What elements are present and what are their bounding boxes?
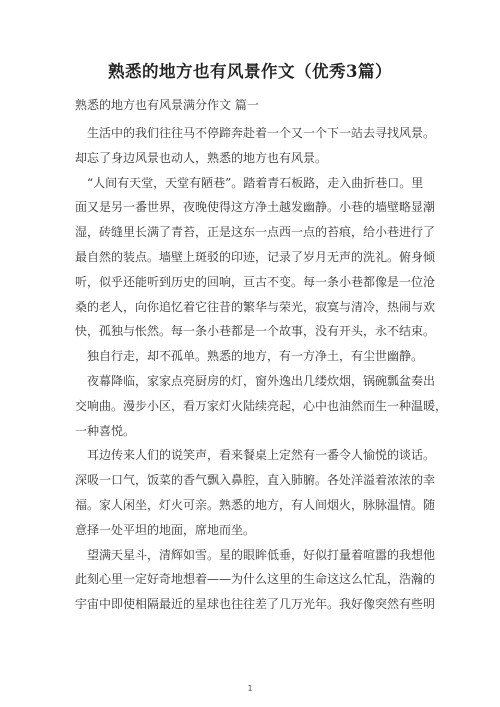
text-line: 此刻心里一定好奇地想着——为什么这里的生命这这么忙乱，浩瀚的: [75, 572, 436, 587]
text-line: 宇宙中即使相隔最近的星球也往往差了几万光年。我好像突然有些明: [75, 597, 436, 612]
text-line: 却忘了身边风景也动人，熟悉的地方也有风景。: [75, 150, 328, 165]
text-line: 听，似乎还能听到历史的回响，亘古不变。每一条小巷都像是一位沧: [75, 274, 436, 289]
text-line: 桑的老人，向你追忆着它往昔的繁华与荣光，寂寞与清冷，热闹与欢: [75, 299, 436, 314]
text-line: 夜幕降临，家家点亮厨房的灯，窗外逸出几缕炊烟，锅碗瓢盆奏出: [87, 373, 436, 388]
text-line: 望满天星斗，清辉如雪。星的眼眸低垂，好似打量着喧嚣的我想他: [87, 547, 436, 562]
document-body: [75, 121, 448, 617]
text-line: 最自然的装点。墙壁上斑驳的印迹，记录了岁月无声的洗礼。俯身倾: [75, 249, 436, 264]
text-line: 湿，砖缝里长满了青苔，正是这东一点西一点的苔痕，给小巷进行了: [75, 225, 436, 240]
text-line: 深吸一口气，饭菜的香气飘入鼻腔，直入肺腑。各处洋溢着浓浓的幸: [75, 473, 436, 488]
text-line: 生活中的我们往往马不停蹄奔赴着一个又一个下一站去寻找风景。: [87, 126, 436, 140]
text-line: 交响曲。漫步小区，看万家灯火陆续亮起，心中也油然而生一种温暖，: [75, 398, 448, 413]
page-number: 1: [247, 684, 253, 693]
text-line: “人间有天堂，天堂有陋巷”。踏着青石板路，走入曲折巷口。里: [87, 175, 424, 190]
text-line: 一种喜悦。: [75, 423, 136, 438]
section-heading: 熟悉的地方也有风景满分作文 篇一: [75, 98, 259, 112]
text-line: 面又是另一番世界，夜晚使得这方净土越发幽静。小巷的墙壁略显潮: [75, 200, 436, 215]
text-line: 独自行走，却不孤单。熟悉的地方，有一方净土，有尘世幽静。: [87, 349, 424, 364]
document-title: 熟悉的地方也有风景作文（优秀3篇）: [108, 62, 392, 81]
text-line: 福。家人闲坐，灯火可亲。熟悉的地方，有人间烟火，脉脉温情。随: [75, 497, 436, 512]
text-line: 耳边传来人们的说笑声，看来餐桌上定然有一番令人愉悦的谈话。: [87, 448, 436, 463]
text-line: 快，孤独与怅然。每一条小巷都是一个故事，没有开头，永不结束。: [75, 324, 436, 339]
text-line: 意择一处平坦的地面，席地而坐。: [75, 522, 256, 537]
